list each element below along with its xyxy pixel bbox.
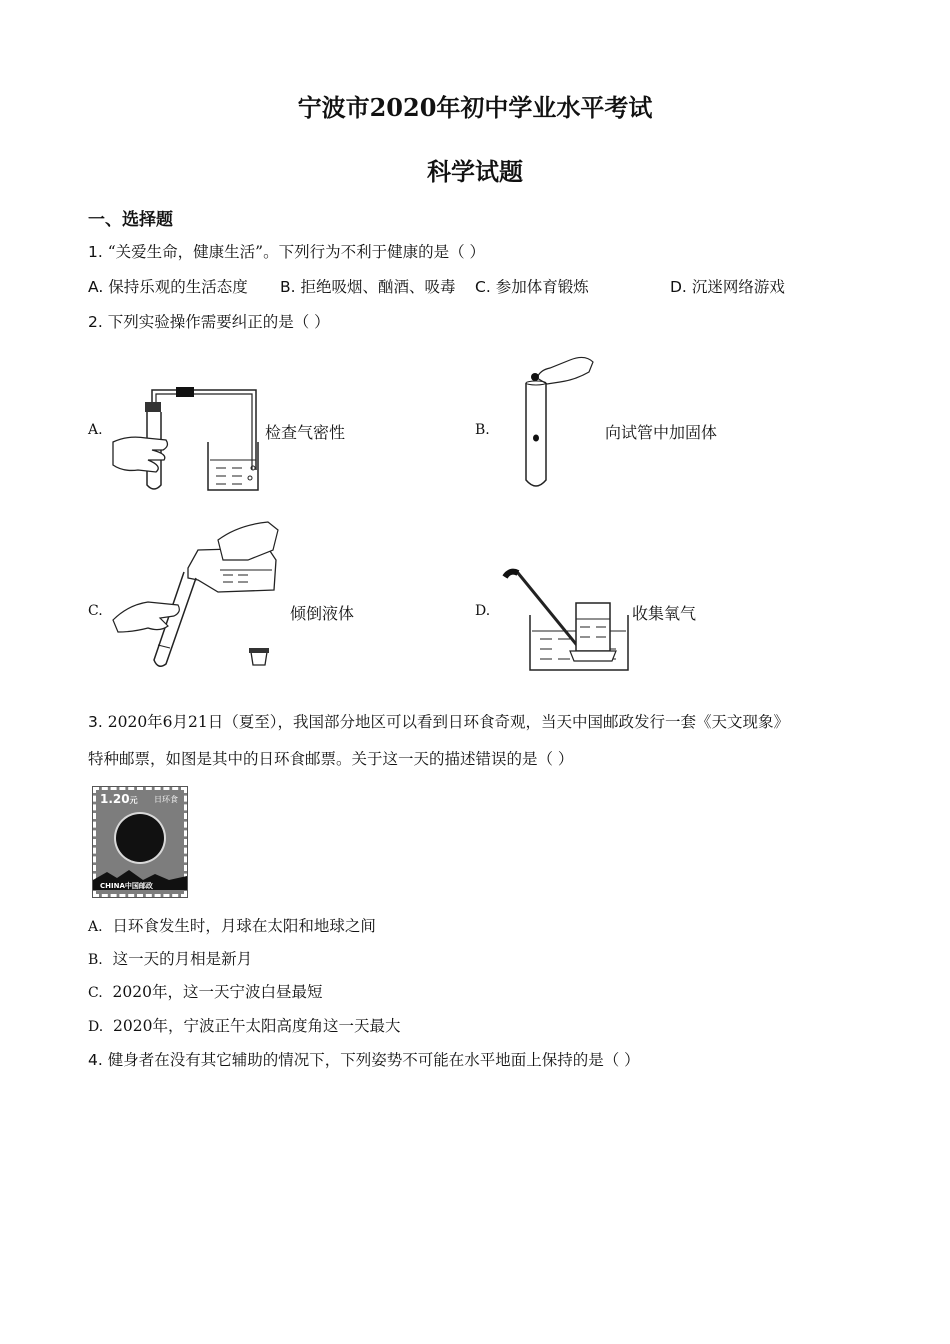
airtightness-test-illustration — [108, 380, 268, 495]
figure-d-letter: D. — [475, 603, 491, 619]
option-letter: C. — [475, 278, 491, 296]
option-text: 2020年，宁波正午太阳高度角这一天最大 — [113, 1017, 401, 1035]
q3-option-d — [88, 1014, 401, 1036]
option-letter: D. — [88, 1019, 104, 1035]
eclipse-stamp-image — [93, 787, 187, 897]
question-stem: 2020年6月21日（夏至），我国部分地区可以看到日环食奇观，当天中国邮政发行一套《天文现象》 — [107, 713, 790, 731]
option-text: 这一天的月相是新月 — [112, 950, 253, 968]
q1-option-d — [670, 275, 785, 297]
q1-option-b — [280, 275, 456, 297]
add-solid-illustration — [515, 350, 595, 490]
option-letter: C. — [88, 985, 103, 1001]
option-text: 2020年，这一天宁波白昼最短 — [112, 983, 323, 1001]
option-letter: A. — [88, 278, 104, 296]
question-number: 4. — [88, 1051, 103, 1069]
option-text: 日环食发生时，月球在太阳和地球之间 — [112, 917, 376, 935]
option-text: 保持乐观的生活态度 — [108, 278, 248, 296]
figure-b-letter: B. — [475, 422, 490, 438]
q3-option-a — [88, 914, 376, 936]
question-number: 3. — [88, 713, 103, 731]
eclipse-disc — [116, 814, 164, 862]
q3-option-b — [88, 947, 252, 969]
figure-a-caption: 检查气密性 — [265, 423, 346, 442]
question-1 — [88, 240, 485, 262]
option-letter: A. — [88, 919, 103, 935]
stamp-value: 1.20元 — [100, 792, 138, 806]
figure-d-caption: 收集氧气 — [632, 604, 697, 623]
option-text: 沉迷网络游戏 — [691, 278, 785, 296]
stamp-name: 日环食 — [154, 795, 178, 804]
question-stem: “关爱生命，健康生活”。下列行为不利于健康的是（ ） — [107, 243, 486, 261]
question-number: 1. — [88, 243, 103, 261]
q1-option-c — [475, 275, 589, 297]
figure-b-caption: 向试管中加固体 — [605, 423, 718, 442]
option-letter: D. — [670, 278, 687, 296]
stamp-brand: CHINA中国邮政 — [100, 882, 153, 890]
page-title: 宁波市2020年初中学业水平考试 — [297, 93, 653, 122]
option-text: 拒绝吸烟、酗酒、吸毒 — [300, 278, 456, 296]
question-4 — [88, 1048, 640, 1070]
figure-a-letter: A. — [88, 422, 103, 438]
page-subtitle: 科学试题 — [427, 157, 523, 186]
q1-option-a — [88, 275, 248, 297]
q3-option-c — [88, 980, 322, 1002]
option-letter: B. — [88, 952, 103, 968]
question-3-stem-line2: 特种邮票，如图是其中的日环食邮票。关于这一天的描述错误的是（ ） — [88, 750, 574, 768]
question-3 — [88, 710, 789, 732]
question-2 — [88, 310, 330, 332]
option-text: 参加体育锻炼 — [495, 278, 589, 296]
collect-oxygen-illustration — [500, 565, 630, 675]
section-heading: 一、选择题 — [88, 210, 173, 230]
figure-c-caption: 倾倒液体 — [290, 604, 355, 623]
question-stem: 下列实验操作需要纠正的是（ ） — [107, 313, 330, 331]
question-stem: 健身者在没有其它辅助的情况下，下列姿势不可能在水平地面上保持的是（ ） — [107, 1051, 640, 1069]
figure-c-letter: C. — [88, 603, 103, 619]
question-number: 2. — [88, 313, 103, 331]
option-letter: B. — [280, 278, 296, 296]
pour-liquid-illustration — [108, 520, 288, 675]
